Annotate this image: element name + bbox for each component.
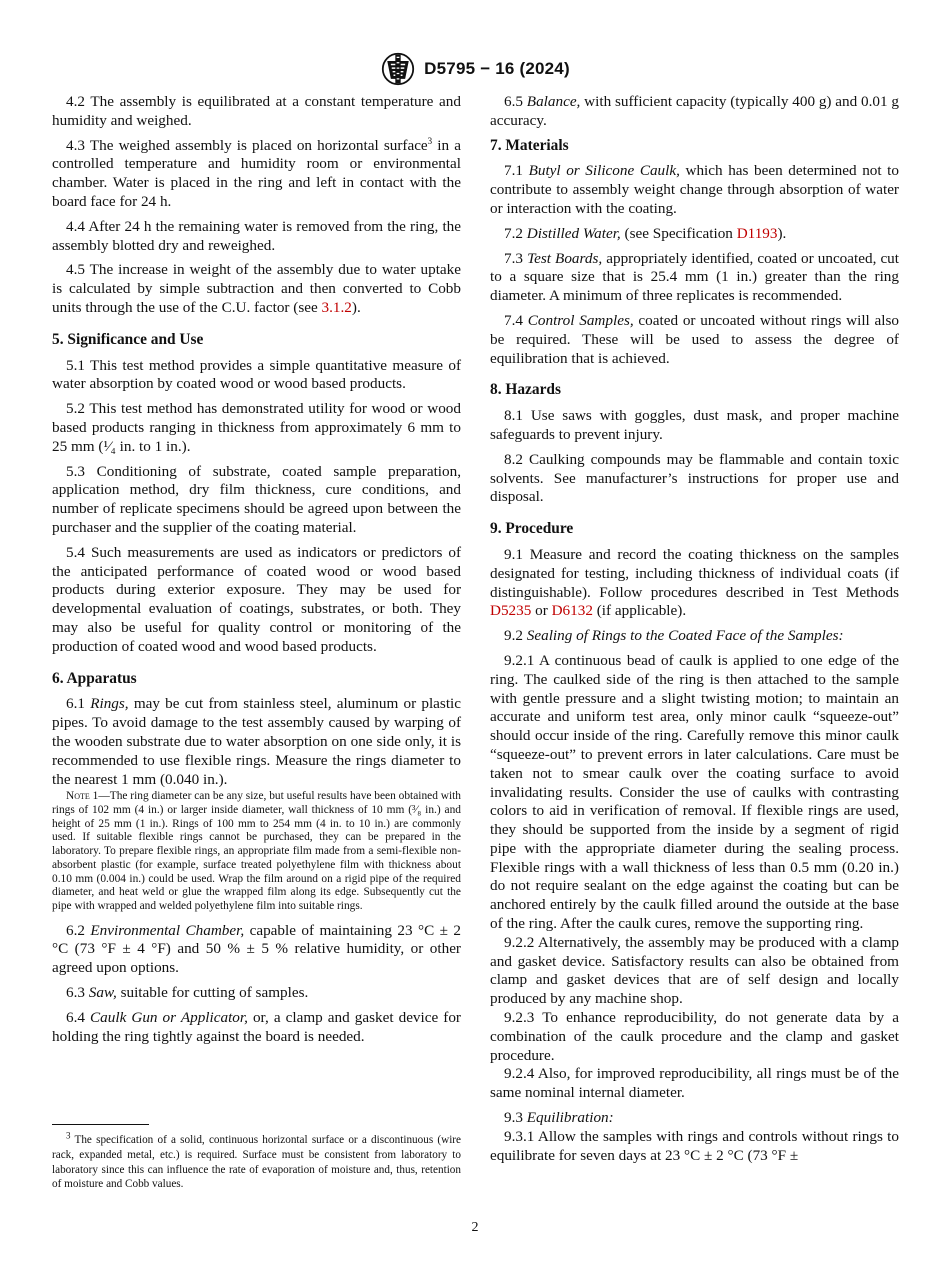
section-5-heading: 5. Significance and Use <box>52 330 204 348</box>
paragraph-5-4: 5.4 Such measurements are used as indicators or predictors of the anticipated performance of coated wood or wood based products during exterior exposure. They may be used for developmental evaluation of coatings, substrates, or both. They may also be useful for quality control or monitoring of the production of coated wood and wood based products. <box>52 543 461 655</box>
paragraph-9-2-4: 9.2.4 Also, for improved reproducibility, all rings must be of the same nominal internal diameter. <box>490 1065 899 1102</box>
footnote-ref-3[interactable]: 3 <box>427 135 433 146</box>
paragraph-4-3: 4.3 The weighed assembly is placed on horizontal surface$^3$ in a controlled temperature and humidity room or environmental chamber. Water is placed in the ring and left in contact with the board face for 24 h. <box>52 135 461 210</box>
section-7-heading: 7. Materials <box>490 136 569 154</box>
paragraph-9-1: 9.1 Measure and record the coating thickness on the samples designated for testing, including thickness of individual coats (if distinguishable). Follow procedures described in Test Methods D5235 or D6132 (if applicable). <box>490 545 899 620</box>
section-8-heading: 8. Hazards <box>490 381 561 399</box>
paragraph-9-3-1: 9.3.1 Allow the samples with rings and controls without rings to equilibrate for seven days at 23 °C ± 2 °C (73 °F ± <box>490 1127 899 1164</box>
page-number: 2 <box>471 1220 479 1235</box>
paragraph-8-2: 8.2 Caulking compounds may be flammable and contain toxic solvents. See manufacturer’s instructions for proper use and disposal. <box>490 450 899 506</box>
section-9-heading: 9. Procedure <box>490 520 574 538</box>
paragraph-7-4: 7.4 Control Samples, coated or uncoated without rings will also be required. These will be used to assess the degree of equilibration that is achieved. <box>490 311 900 367</box>
astm-logo-icon <box>380 52 416 86</box>
paragraph-9-2: 9.2 Sealing of Rings to the Coated Face of the Samples: <box>504 627 844 645</box>
page-header <box>0 52 950 86</box>
left-column <box>52 93 461 1052</box>
paragraph-6-3: 6.3 Saw, suitable for cutting of samples. <box>66 984 309 1002</box>
link-d1193[interactable]: D1193 <box>736 224 778 242</box>
paragraph-8-1: 8.1 Use saws with goggles, dust mask, and proper machine safeguards to prevent injury. <box>490 407 899 443</box>
paragraph-9-2-3: 9.2.3 To enhance reproducibility, do not generate data by a combination of the caulk procedure and the clamp and gasket procedure. <box>490 1009 899 1064</box>
paragraph-7-2: 7.2 Distilled Water, (see Specification D1193). <box>504 224 787 242</box>
paragraph-9-2-1: 9.2.1 A continuous bead of caulk is applied to one edge of the ring. The caulked side of the ring is then attached to the sample with gentle pressure and a slight twisting motion; to maintain an accurate and uniform test area, only minor caulk “squeeze-out” should occur inside of the ring. Carefully remove this minor caulk “squeeze-out” to prevent errors in later calculations. Care must be taken not to smear caulk over the coating surface to avoid invalidating results. Consider the use of caulks with contrasting colors to aid in verification of removal. If flexible rings are used, they should be supported from the inside by a segment of rigid pipe with the appropriate diameter during the sealing process. Flexible rings with a wall thickness of less than 0.5 mm (0.20 in.) do not require sealant on the edge against the coating but can be anchored entirely by the caulk filled around the outside at the base of the ring. After the caulk cures, remove the supporting ring. <box>490 651 899 933</box>
paragraph-6-5: 6.5 Balance, with sufficient capacity (typically 400 g) and 0.01 g accuracy. <box>490 93 900 129</box>
paragraph-9-3: 9.3 Equilibration: <box>504 1109 614 1127</box>
section-6-heading: 6. Apparatus <box>52 669 137 687</box>
link-d6132[interactable]: D6132 <box>551 602 593 620</box>
paragraph-7-3: 7.3 Test Boards, appropriately identified, coated or uncoated, cut to a square size that is 25.4 mm (1 in.) greater than the ring diameter. A minimum of three replicates is recommended. <box>490 249 899 305</box>
paragraph-4-2: 4.2 The assembly is equilibrated at a constant temperature and humidity and weighed. <box>52 93 461 129</box>
footnote-divider <box>52 1124 149 1125</box>
paragraph-6-2: 6.2 Environmental Chamber, capable of maintaining 23 °C ± 2 °C (73 °F ± 4 °F) and 50 % ± 5 % relative humidity, or other agreed upon options. <box>52 921 461 977</box>
paragraph-5-3: 5.3 Conditioning of substrate, coated sample preparation, application method, dry film thickness, cure conditions, and number of replicate specimens should be agreed upon between the purchaser and the supplier of the coating material. <box>52 462 461 536</box>
paragraph-6-4: 6.4 Caulk Gun or Applicator, or, a clamp and gasket device for holding the ring tightly against the board is needed. <box>52 1008 461 1045</box>
note-1: Note 1—The ring diameter can be any size, but useful results have been obtained with rings of 102 mm (4 in.) or larger inside diameter, wall thickness of 10 mm (³⁄₈ in.) and height of 25 mm (1 in.). Rings of 100 mm to 254 mm (4 in. to 10 in.) are commonly used. If suitable flexible rings cannot be purchased, they can be prepared in the laboratory. To prepare flexible rings, an appropriate film made from a semi-flexible non-absorbent plastic (for example, surface treated polyethylene film with thickness about 0.10 mm (0.004 in.) could be used. Wrap the film around on a rigid pipe of the required diameter, and heat weld or glue the wrapped film along its edge. Subsequently cut the pipe with wrapped and welded polyethylene film into suitable rings. <box>52 790 461 912</box>
document-id: D5795 − 16 (2024) <box>424 59 570 78</box>
paragraph-4-4: 4.4 After 24 h the remaining water is removed from the ring, the assembly blotted dry and reweighed. <box>52 217 461 254</box>
paragraph-7-1: 7.1 Butyl or Silicone Caulk, which has been determined not to contribute to assembly weight change through absorption of water or interaction with the coating. <box>490 162 899 217</box>
footnote-3: $^3$ The specification of a solid, continuous horizontal surface or a discontinuous (wire rack, expanded metal, etc.) is required. Surface must be consistent from laboratory to laboratory since this can influence the rate of evaporation of moisture and, thus, retention of moisture and Cobb values. <box>52 1130 461 1191</box>
paragraph-6-1: 6.1 Rings, may be cut from stainless steel, aluminum or plastic pipes. To avoid damage to the test assembly caused by warping of the wooden substrate due to water absorption on one side only, it is recommended to use flexible rings. Measure the rings diameter to the nearest 1 mm (0.040 in.). <box>52 695 462 788</box>
link-3-1-2[interactable]: 3.1.2 <box>321 298 352 316</box>
paragraph-9-2-2: 9.2.2 Alternatively, the assembly may be produced with a clamp and gasket device. Satisfactory results can also be obtained from clamp and gasket devices that are of self design and locally produced by any machine shop. <box>490 933 899 1008</box>
paragraph-4-5: 4.5 The increase in weight of the assembly due to water uptake is calculated by simple subtraction and then converted to Cobb units through the use of the C.U. factor (see 3.1.2). <box>52 261 461 316</box>
link-d5235[interactable]: D5235 <box>490 602 532 620</box>
paragraph-5-1: 5.1 This test method provides a simple quantitative measure of water absorption by coated wood or wood based products. <box>52 356 461 393</box>
paragraph-5-2: 5.2 This test method has demonstrated utility for wood or wood based products ranging in thickness from approximately 6 mm to 25 mm (¹⁄₄ in. to 1 in.). <box>52 400 461 455</box>
right-column <box>490 93 899 1171</box>
